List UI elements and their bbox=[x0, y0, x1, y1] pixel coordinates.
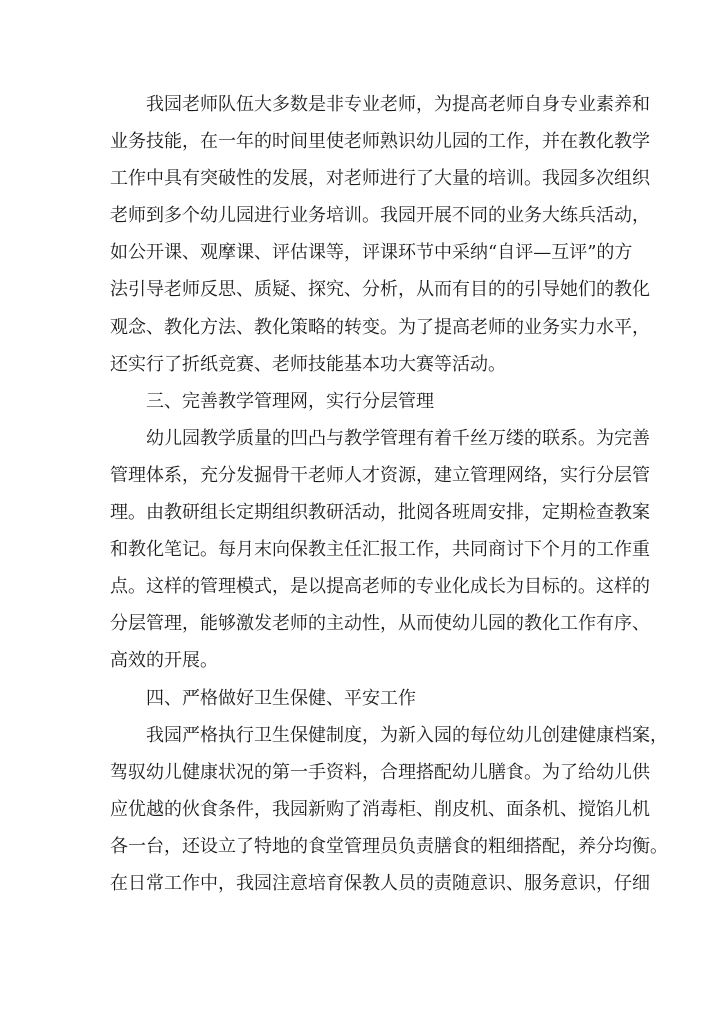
paragraph-line: 在日常工作中，我园注意培育保教人员的责随意识、服务意识，仔细 bbox=[110, 872, 650, 894]
paragraph-line: 业务技能，在一年的时间里使老师熟识幼儿园的工作，并在教化教学 bbox=[110, 131, 650, 153]
paragraph-management-network bbox=[110, 420, 650, 680]
paragraph-line: 工作中具有突破性的发展，对老师进行了大量的培训。我园多次组织 bbox=[110, 168, 650, 190]
paragraph-line: 理。由教研组长定期组织教研活动，批阅各班周安排，定期检查教案 bbox=[110, 502, 650, 524]
paragraph-line: 法引导老师反思、质疑、探究、分析，从而有目的的引导她们的教化 bbox=[110, 279, 650, 301]
paragraph-line: 应优越的伙食条件，我园新购了消毒柜、削皮机、面条机、搅馅儿机 bbox=[110, 798, 650, 820]
paragraph-line: 我园老师队伍大多数是非专业老师，为提高老师自身专业素养和 bbox=[146, 94, 650, 115]
paragraph-line: 如公开课、观摩课、评估课等，评课环节中采纳“自评—互评”的方 bbox=[110, 242, 633, 264]
paragraph-line: 我园严格执行卫生保健制度，为新入园的每位幼儿创建健康档案， bbox=[146, 724, 668, 746]
paragraph-line: 分层管理，能够激发老师的主动性，从而使幼儿园的教化工作有序、 bbox=[110, 613, 650, 635]
paragraph-line: 和教化笔记。每月末向保教主任汇报工作，共同商讨下个月的工作重 bbox=[110, 539, 650, 561]
paragraph-line: 幼儿园教学质量的凹凸与教学管理有着千丝万缕的联系。为完善 bbox=[146, 427, 650, 449]
paragraph-line: 还实行了折纸竞赛、老师技能基本功大赛等活动。 bbox=[110, 353, 506, 375]
paragraph-line: 各一台，还设立了特地的食堂管理员负责膳食的粗细搭配，养分均衡。 bbox=[110, 835, 668, 857]
section-heading: 四、严格做好卫生保健、平安工作 bbox=[146, 687, 416, 709]
paragraph-line: 老师到多个幼儿园进行业务培训。我园开展不同的业务大练兵活动， bbox=[110, 205, 650, 227]
paragraph-line: 点。这样的管理模式，是以提高老师的专业化成长为目标的。这样的 bbox=[110, 576, 650, 598]
paragraph-line: 观念、教化方法、教化策略的转变。为了提高老师的业务实力水平， bbox=[110, 316, 650, 338]
section-heading: 三、完善教学管理网，实行分层管理 bbox=[146, 390, 434, 412]
document-body bbox=[110, 86, 668, 902]
section-heading-health-safety bbox=[110, 680, 610, 717]
paragraph-line: 管理体系，充分发掘骨干老师人才资源，建立管理网络，实行分层管 bbox=[110, 464, 650, 486]
section-heading-teaching-management bbox=[110, 383, 610, 420]
paragraph-teacher-training bbox=[110, 86, 650, 383]
paragraph-line: 高效的开展。 bbox=[110, 650, 218, 672]
paragraph-health-care bbox=[110, 717, 668, 902]
paragraph-line: 驾驭幼儿健康状况的第一手资料，合理搭配幼儿膳食。为了给幼儿供 bbox=[110, 761, 650, 783]
